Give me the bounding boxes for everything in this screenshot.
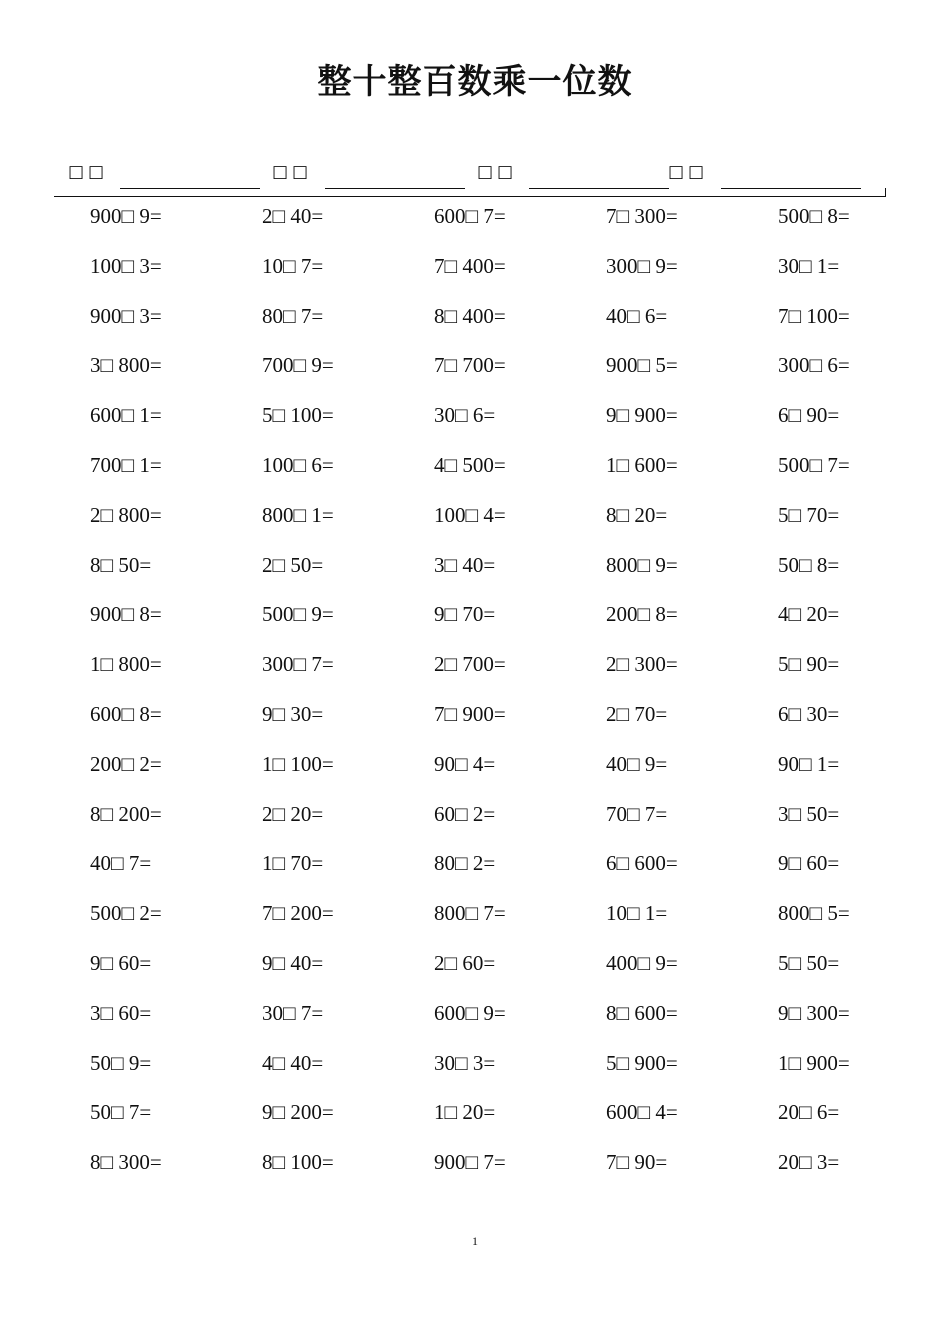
header-divider-tick <box>885 188 886 196</box>
problem-item: 3□ 40= <box>434 552 496 577</box>
problem-item: 50□ 9= <box>90 1050 152 1075</box>
problem-item: 3□ 60= <box>90 1000 152 1025</box>
problem-item: 40□ 7= <box>90 851 152 876</box>
problem-item: 8□ 20= <box>606 502 668 527</box>
problem-item: 3□ 800= <box>90 353 162 378</box>
problem-item: 1□ 800= <box>90 652 162 677</box>
problem-item: 10□ 1= <box>606 901 668 926</box>
problem-row <box>90 1146 890 1196</box>
problem-item: 5□ 70= <box>778 502 840 527</box>
problem-item: 1□ 70= <box>262 851 324 876</box>
problem-item: 5□ 50= <box>778 950 840 975</box>
problem-item: 6□ 30= <box>778 701 840 726</box>
problem-item: 500□ 7= <box>778 452 850 477</box>
problem-item: 800□ 1= <box>262 502 334 527</box>
info-label-3: □□ <box>477 162 518 182</box>
problem-item: 900□ 5= <box>606 353 678 378</box>
problem-item: 50□ 8= <box>778 552 840 577</box>
student-info-row <box>0 158 950 194</box>
problem-item: 600□ 9= <box>434 1000 506 1025</box>
problem-item: 100□ 3= <box>90 253 162 278</box>
problem-item: 80□ 2= <box>434 851 496 876</box>
info-label-1: □□ <box>68 162 109 182</box>
problem-item: 20□ 3= <box>778 1150 840 1175</box>
page-number: 1 <box>472 1234 478 1248</box>
info-blank-1[interactable] <box>120 188 260 189</box>
problem-item: 900□ 9= <box>90 204 162 228</box>
problem-item: 90□ 4= <box>434 751 496 776</box>
problem-item: 500□ 8= <box>778 204 850 228</box>
problem-item: 70□ 7= <box>606 801 668 826</box>
problem-row <box>90 1096 890 1146</box>
problem-item: 50□ 7= <box>90 1100 152 1125</box>
problem-item: 90□ 1= <box>778 751 840 776</box>
problem-item: 20□ 6= <box>778 1100 840 1125</box>
problem-item: 9□ 60= <box>778 851 840 876</box>
problem-row <box>90 300 890 350</box>
problem-row <box>90 897 890 947</box>
problem-item: 1□ 600= <box>606 452 678 477</box>
problem-item: 2□ 800= <box>90 502 162 527</box>
problem-item: 1□ 100= <box>262 751 334 776</box>
problem-item: 7□ 90= <box>606 1150 668 1175</box>
problem-item: 500□ 2= <box>90 901 162 926</box>
problem-item: 8□ 600= <box>606 1000 678 1025</box>
problem-item: 7□ 400= <box>434 253 506 278</box>
problem-item: 6□ 90= <box>778 403 840 428</box>
problem-item: 9□ 300= <box>778 1000 850 1025</box>
problem-item: 800□ 7= <box>434 901 506 926</box>
problem-item: 500□ 9= <box>262 602 334 627</box>
problem-grid <box>90 200 890 1196</box>
problem-item: 5□ 100= <box>262 403 334 428</box>
problem-row <box>90 399 890 449</box>
problem-item: 900□ 7= <box>434 1150 506 1175</box>
problem-item: 300□ 9= <box>606 253 678 278</box>
info-blank-4[interactable] <box>721 188 861 189</box>
problem-item: 300□ 6= <box>778 353 850 378</box>
problem-item: 4□ 40= <box>262 1050 324 1075</box>
problem-item: 2□ 70= <box>606 701 668 726</box>
problem-item: 7□ 100= <box>778 303 850 328</box>
problem-item: 8□ 100= <box>262 1150 334 1175</box>
problem-item: 300□ 7= <box>262 652 334 677</box>
problem-item: 3□ 50= <box>778 801 840 826</box>
problem-item: 8□ 200= <box>90 801 162 826</box>
problem-item: 200□ 2= <box>90 751 162 776</box>
problem-item: 600□ 4= <box>606 1100 678 1125</box>
header-divider <box>54 196 886 197</box>
problem-row <box>90 449 890 499</box>
problem-item: 4□ 20= <box>778 602 840 627</box>
problem-item: 6□ 600= <box>606 851 678 876</box>
problem-item: 8□ 400= <box>434 303 506 328</box>
problem-item: 700□ 1= <box>90 452 162 477</box>
problem-item: 700□ 9= <box>262 353 334 378</box>
problem-item: 30□ 3= <box>434 1050 496 1075</box>
problem-row <box>90 997 890 1047</box>
problem-item: 2□ 20= <box>262 801 324 826</box>
problem-item: 5□ 900= <box>606 1050 678 1075</box>
problem-item: 900□ 8= <box>90 602 162 627</box>
problem-item: 7□ 900= <box>434 701 506 726</box>
problem-item: 30□ 1= <box>778 253 840 278</box>
problem-row <box>90 698 890 748</box>
problem-row <box>90 947 890 997</box>
problem-item: 30□ 7= <box>262 1000 324 1025</box>
problem-item: 1□ 20= <box>434 1100 496 1125</box>
problem-item: 2□ 60= <box>434 950 496 975</box>
problem-item: 4□ 500= <box>434 452 506 477</box>
problem-row <box>90 549 890 599</box>
problem-item: 600□ 8= <box>90 701 162 726</box>
problem-row <box>90 499 890 549</box>
problem-item: 7□ 200= <box>262 901 334 926</box>
problem-item: 100□ 6= <box>262 452 334 477</box>
problem-row <box>90 748 890 798</box>
problem-item: 2□ 40= <box>262 204 324 228</box>
problem-item: 2□ 700= <box>434 652 506 677</box>
problem-item: 9□ 30= <box>262 701 324 726</box>
problem-item: 60□ 2= <box>434 801 496 826</box>
problem-item: 200□ 8= <box>606 602 678 627</box>
problem-item: 2□ 300= <box>606 652 678 677</box>
problem-item: 100□ 4= <box>434 502 506 527</box>
problem-row <box>90 648 890 698</box>
problem-item: 9□ 40= <box>262 950 324 975</box>
info-blank-2[interactable] <box>325 188 465 189</box>
problem-item: 1□ 900= <box>778 1050 850 1075</box>
page-title: 整十整百数乘一位数 <box>317 62 633 102</box>
info-label-2: □□ <box>272 162 313 182</box>
problem-row <box>90 847 890 897</box>
info-label-4: □□ <box>668 162 709 182</box>
problem-item: 7□ 700= <box>434 353 506 378</box>
problem-item: 5□ 90= <box>778 652 840 677</box>
problem-item: 9□ 70= <box>434 602 496 627</box>
problem-row <box>90 798 890 848</box>
problem-item: 40□ 9= <box>606 751 668 776</box>
problem-item: 40□ 6= <box>606 303 668 328</box>
problem-item: 10□ 7= <box>262 253 324 278</box>
problem-item: 9□ 900= <box>606 403 678 428</box>
problem-row <box>90 598 890 648</box>
info-blank-3[interactable] <box>529 188 669 189</box>
problem-item: 9□ 200= <box>262 1100 334 1125</box>
problem-item: 800□ 5= <box>778 901 850 926</box>
problem-item: 600□ 1= <box>90 403 162 428</box>
problem-row <box>90 200 890 250</box>
problem-row <box>90 250 890 300</box>
problem-item: 7□ 300= <box>606 204 678 228</box>
problem-item: 2□ 50= <box>262 552 324 577</box>
problem-item: 8□ 50= <box>90 552 152 577</box>
problem-row <box>90 1047 890 1097</box>
problem-item: 600□ 7= <box>434 204 506 228</box>
problem-item: 8□ 300= <box>90 1150 162 1175</box>
problem-row <box>90 349 890 399</box>
problem-item: 800□ 9= <box>606 552 678 577</box>
problem-item: 30□ 6= <box>434 403 496 428</box>
problem-item: 900□ 3= <box>90 303 162 328</box>
problem-item: 400□ 9= <box>606 950 678 975</box>
problem-item: 80□ 7= <box>262 303 324 328</box>
problem-item: 9□ 60= <box>90 950 152 975</box>
